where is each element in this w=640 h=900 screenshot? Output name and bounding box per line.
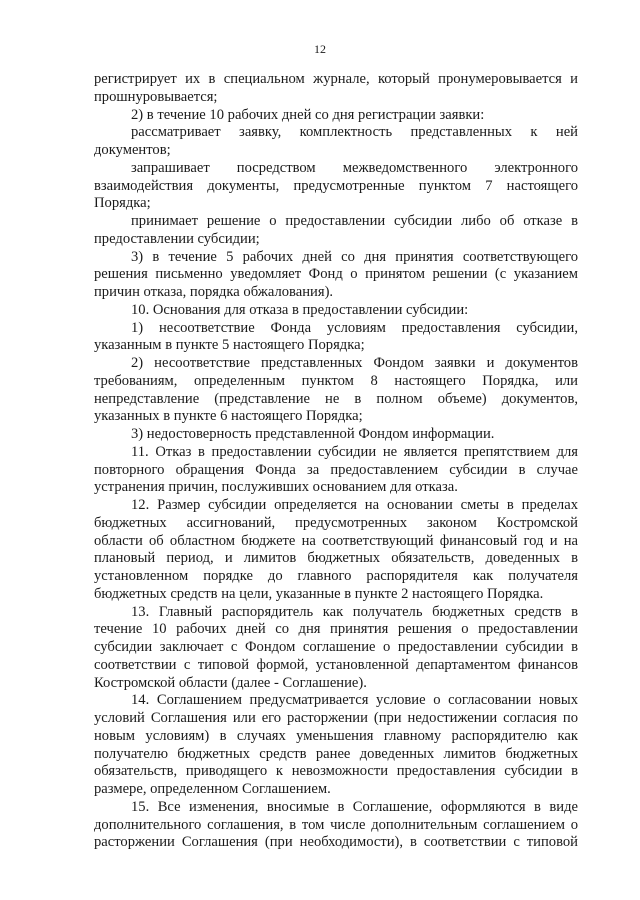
text-line: запрашивает посредством межведомственного электронного [131, 159, 578, 176]
text-line: решения письменно уведомляет Фонд о принятом решении (с указанием [94, 266, 578, 283]
text-line: указанным в пункте 5 настоящего Порядка; [94, 337, 365, 354]
text-line: 14. Соглашением предусматривается условие о согласовании новых [131, 692, 578, 709]
text-line: субсидии заключает с Фондом соглашение о предоставлении субсидии в [94, 639, 578, 655]
text-line: бюджетных средств на цели, указанные в пункте 2 настоящего Порядка. [94, 585, 544, 602]
text-line: условий Соглашения или его расторжении (при недостижении согласия по [94, 710, 578, 726]
text-line: 3) недостоверность представленной Фондом информации. [131, 426, 495, 442]
text-line: документов; [94, 142, 171, 158]
text-line: устранения причин, послуживших основанием для отказа. [94, 479, 458, 496]
text-line: прошнуровывается; [94, 88, 218, 105]
text-line: расторжении Соглашения (при необходимости), в соответствии с типовой [94, 834, 578, 851]
text-line: получателю бюджетных средств ранее доведенных лимитов бюджетных [94, 745, 578, 762]
text-line: новым условиям) в случаях уменьшения главному распорядителю как [94, 727, 578, 744]
text-line: 10. Основания для отказа в предоставлении субсидии: [131, 301, 469, 318]
text-line: Порядка; [94, 195, 151, 212]
text-line: взаимодействия документы, предусмотренные пунктом 7 настоящего [94, 177, 578, 194]
text-line: повторного обращения Фонда за предоставлением субсидии в случае [94, 461, 578, 478]
text-line: непредставление (представление не в полном объеме) документов, [94, 390, 578, 407]
text-line: 1) несоответствие Фонда условиям предоставления субсидии, [131, 319, 578, 336]
text-line: установленном порядке до главного распорядителя как получателя [94, 568, 578, 584]
text-line: предоставлении субсидии; [94, 230, 260, 247]
text-line: 11. Отказ в предоставлении субсидии не является препятствием для [131, 443, 578, 460]
text-line: регистрирует их в специальном журнале, который пронумеровывается и [94, 71, 578, 87]
text-line: дополнительного соглашения, в том числе дополнительным соглашением о [94, 816, 578, 833]
text-line: указанных в пункте 6 настоящего Порядка; [94, 408, 363, 425]
text-line: плановый период, и лимитов бюджетных обязательств, доведенных в [94, 550, 578, 567]
text-line: размере, определенном Соглашением. [94, 781, 331, 797]
text-line: соответствии с типовой формой, установленной департаментом финансов [94, 656, 578, 673]
text-line: 3) в течение 5 рабочих дней со дня принятия соответствующего [131, 248, 578, 265]
text-line: 2) в течение 10 рабочих дней со дня регистрации заявки: [131, 106, 485, 123]
text-line: требованиям, определенным пунктом 8 настоящего Порядка, или [94, 372, 578, 389]
text-line: течение 10 рабочих дней со дня принятия решения о предоставлении [94, 621, 578, 638]
text-line: области об областном бюджете на соответствующий финансовый год и на [94, 532, 578, 549]
text-line: бюджетных ассигнований, предусмотренных законом Костромской [94, 514, 578, 531]
text-line: рассматривает заявку, комплектность представленных к ней [131, 124, 578, 141]
text-line: 12. Размер субсидии определяется на основании сметы в пределах [131, 497, 578, 513]
text-line: 2) несоответствие представленных Фондом заявки и документов [131, 355, 578, 371]
document-body [94, 71, 578, 852]
text-line: Костромской области (далее - Соглашение). [94, 674, 367, 691]
text-line: причин отказа, порядка обжалования). [94, 284, 334, 300]
text-line: 13. Главный распорядитель как получатель бюджетных средств в [131, 603, 578, 620]
text-line: 15. Все изменения, вносимые в Соглашение, оформляются в виде [131, 798, 578, 815]
page-number: 12 [314, 42, 326, 56]
text-line: принимает решение о предоставлении субсидии либо об отказе в [131, 213, 578, 229]
text-line: обязательств, приводящего к невозможности предоставления субсидии в [94, 763, 578, 780]
